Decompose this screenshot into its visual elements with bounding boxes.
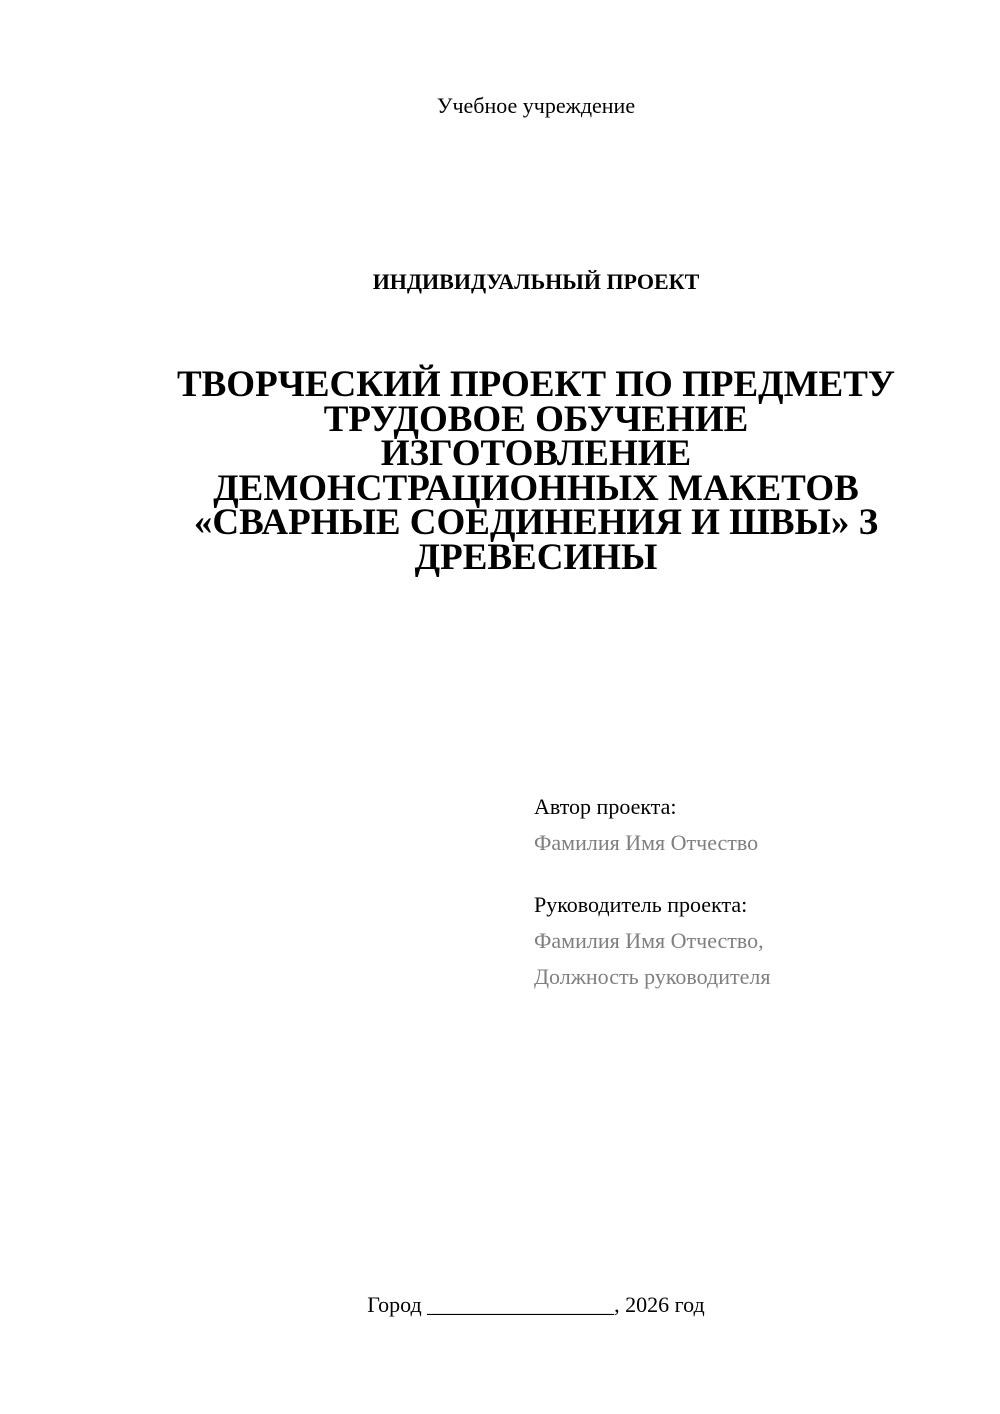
supervisor-position: Должность руководителя [534, 964, 771, 989]
year-text: , 2026 год [614, 1292, 705, 1317]
author-label: Автор проекта: [534, 794, 677, 819]
spacer [534, 861, 974, 887]
project-title-line: ТВОРЧЕСКИЙ ПРОЕКТ ПО ПРЕДМЕТУ [176, 364, 896, 405]
city-blank-field: _________________ [427, 1292, 615, 1317]
author-name: Фамилия Имя Отчество [534, 830, 759, 855]
project-people-block [534, 789, 974, 995]
project-title-line: ТРУДОВОЕ ОБУЧЕНИЕ [323, 398, 749, 440]
project-title-line: ДРЕВЕСИНЫ [414, 536, 658, 578]
project-title-line: «СВАРНЫЕ СОЕДИНЕНИЯ И ШВЫ» З [193, 502, 879, 543]
city-year-line [0, 1291, 1000, 1319]
project-type-heading: ИНДИВИДУАЛЬНЫЙ ПРОЕКТ [372, 269, 700, 294]
project-title-line: ДЕМОНСТРАЦИОННЫХ МАКЕТОВ [213, 467, 859, 509]
institution-name: Учебное учреждение [436, 93, 636, 118]
supervisor-name: Фамилия Имя Отчество, [534, 928, 764, 953]
project-title [136, 364, 936, 578]
supervisor-label: Руководитель проекта: [534, 892, 748, 917]
project-title-line: ИЗГОТОВЛЕНИЕ [380, 433, 692, 474]
city-label: Город [367, 1292, 422, 1317]
